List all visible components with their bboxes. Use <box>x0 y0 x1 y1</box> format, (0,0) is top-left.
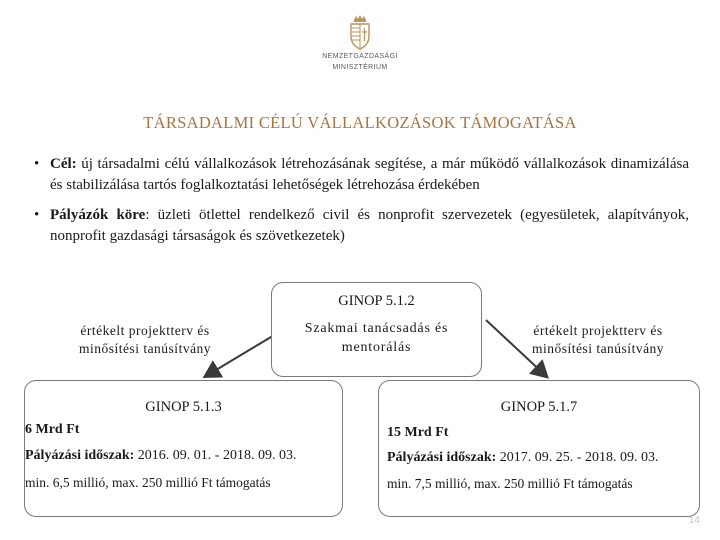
ginop-512-code: GINOP 5.1.2 <box>338 293 415 309</box>
ginop-513-period-label: Pályázási időszak: <box>25 448 135 463</box>
left-arrow-label <box>60 322 230 358</box>
ministry-name-line2: MINISZTÉRIUM <box>332 64 388 71</box>
ginop-517-support: min. 7,5 millió, max. 250 millió Ft támogatás <box>387 476 633 491</box>
bullet-goal-text: új társadalmi célú vállalkozások létrehozásának segítése, a már működő vállalkozások dinamizálása és stabilizálása tartós foglalkoztatási lehetőségek létrehozása érdekében <box>50 156 689 193</box>
ginop-513-support: min. 6,5 millió, max. 250 millió Ft támogatás <box>25 475 271 490</box>
bullet-goal-label: Cél: <box>50 156 77 172</box>
ginop-517-period-label: Pályázási időszak: <box>387 450 497 465</box>
bullet-applicants-label: Pályázók köre <box>50 207 146 223</box>
ministry-name-line1: NEMZETGAZDASÁGI <box>322 53 398 60</box>
ginop-517-amount <box>387 425 448 441</box>
page-number: 14 <box>688 515 700 526</box>
ginop-517-code: GINOP 5.1.7 <box>500 399 578 415</box>
left-arrow-label-line2: minősítési tanúsítvány <box>78 341 212 356</box>
ginop-512-box <box>271 282 482 377</box>
page-title: TÁRSADALMI CÉLÚ VÁLLALKOZÁSOK TÁMOGATÁSA <box>143 113 577 132</box>
bullet-applicants-text: : üzleti ötlettel rendelkező civil és nonprofit szervezetek (egyesületek, alapítványok, nonprofit gazdasági társaságok és szövetkezetek) <box>50 207 690 244</box>
ginop-513-period-value: 2016. 09. 01. - 2018. 09. 03. <box>134 448 297 463</box>
ginop-512-description <box>272 319 481 357</box>
ginop-517-period <box>387 450 658 466</box>
right-arrow-label-line2: minősítési tanúsítvány <box>531 341 665 356</box>
right-arrow-label-line1: értékelt projektterv és <box>533 323 663 338</box>
bullet-dot: • <box>34 207 40 223</box>
bullet-dot: • <box>34 156 40 172</box>
ginop-512-desc-line1: Szakmai tanácsadás és <box>304 321 449 336</box>
ginop-517-box <box>378 380 700 517</box>
ginop-517-amount-value: 15 Mrd Ft <box>387 425 449 440</box>
left-arrow-label-line1: értékelt projektterv és <box>80 323 210 338</box>
ginop-513-period <box>25 448 296 464</box>
ginop-513-code: GINOP 5.1.3 <box>145 399 222 415</box>
ginop-513-box <box>24 380 343 517</box>
right-arrow-label <box>518 322 678 358</box>
ginop-513-amount-value: 6 Mrd Ft <box>25 422 80 437</box>
ginop-513-amount <box>25 422 79 438</box>
ginop-512-desc-line2: mentorálás <box>341 340 412 355</box>
ginop-517-period-value: 2017. 09. 25. - 2018. 09. 03. <box>496 450 659 465</box>
